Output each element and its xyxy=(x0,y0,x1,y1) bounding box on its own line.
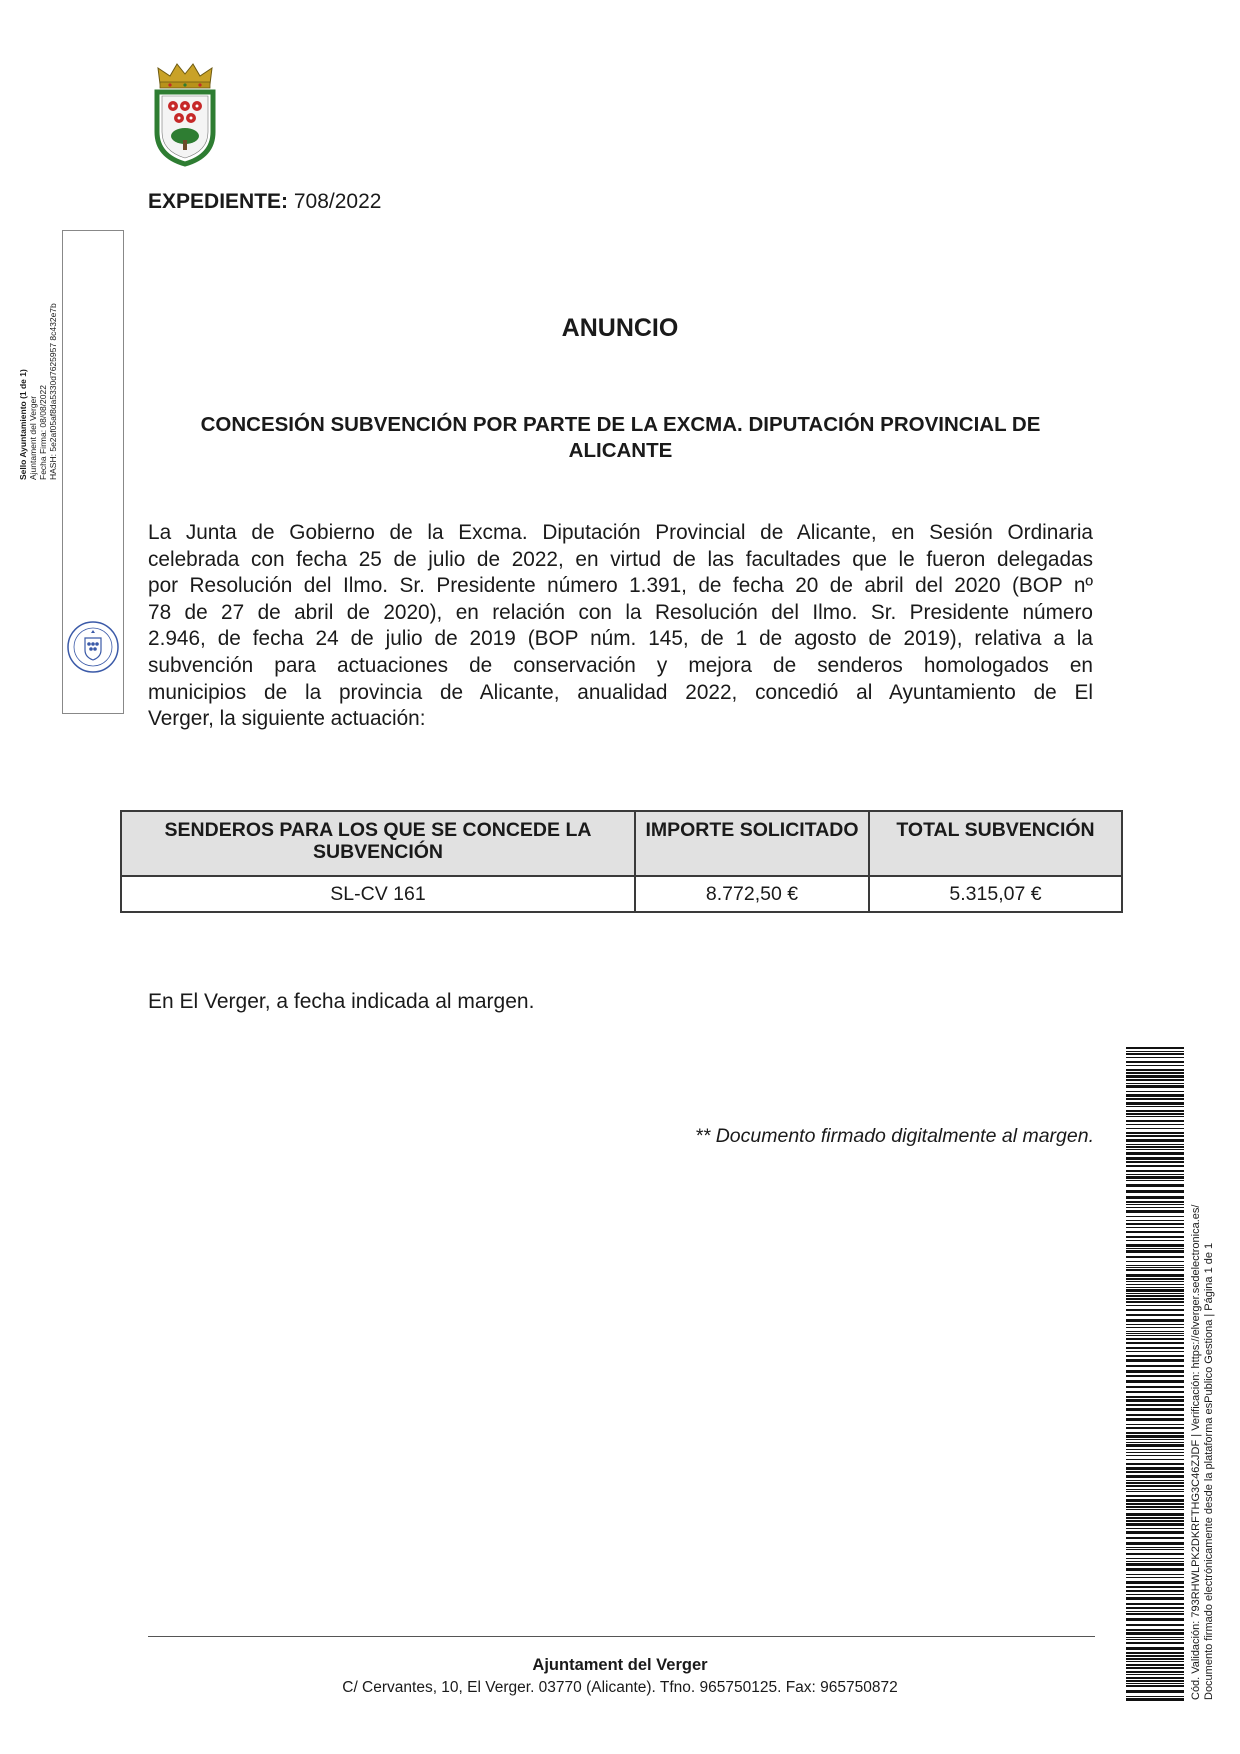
footer-divider xyxy=(148,1636,1095,1637)
round-seal-icon xyxy=(66,620,120,674)
validation-line: Documento firmado electrónicamente desde la plataforma esPublico Gestiona | Página 1 de 1 xyxy=(1202,1242,1215,1700)
column-header-senderos: SENDEROS PARA LOS QUE SE CONCEDE LA SUBVENCIÓN xyxy=(121,811,635,876)
validation-text xyxy=(1190,1205,1215,1700)
column-header-total: TOTAL SUBVENCIÓN xyxy=(869,811,1122,876)
body-line: por Resolución del Ilmo. Sr. Presidente número 1.391, de fecha 20 de abril del 2020 (BOP nº xyxy=(148,574,1093,598)
body-line: subvención para actuaciones de conservación y mejora de senderos homologados en xyxy=(148,653,1093,677)
body-line: Verger, la siguiente actuación: xyxy=(148,707,426,731)
document-title: ANUNCIO xyxy=(561,314,679,342)
subtitle-line: ALICANTE xyxy=(568,439,673,462)
cell-total: 5.315,07 € xyxy=(869,876,1122,912)
expediente-line xyxy=(148,190,381,214)
seal-line: Fecha Firma: 08/08/2022 xyxy=(38,385,48,480)
seal-line: HASH: 5e2af05af8da5330d7625957 8c432e7b xyxy=(48,303,58,480)
subsidy-table xyxy=(120,810,1123,913)
cell-importe: 8.772,50 € xyxy=(635,876,869,912)
footer-organization: Ajuntament del Verger xyxy=(532,1656,708,1674)
footer-address: C/ Cervantes, 10, El Verger. 03770 (Alicante). Tfno. 965750125. Fax: 965750872 xyxy=(342,1679,898,1696)
body-line: municipios de la provincia de Alicante, anualidad 2022, concedió al Ayuntamiento de El xyxy=(148,680,1093,704)
closing-line: En El Verger, a fecha indicada al margen. xyxy=(148,990,535,1013)
table-row xyxy=(121,876,1122,912)
subtitle-line: CONCESIÓN SUBVENCIÓN POR PARTE DE LA EXCMA. DIPUTACIÓN PROVINCIAL DE xyxy=(200,413,1041,436)
expediente-label: EXPEDIENTE: xyxy=(148,190,289,213)
validation-barcode xyxy=(1126,1047,1184,1701)
column-header-importe: IMPORTE SOLICITADO xyxy=(635,811,869,876)
seal-stamp-text xyxy=(18,240,58,480)
signed-note: ** Documento firmado digitalmente al margen. xyxy=(695,1125,1094,1147)
body-line: 78 de 27 de abril de 2020), en relación con la Resolución del Ilmo. Sr. Presidente número xyxy=(148,600,1093,624)
validation-line: Cód. Validación: 793RHWLPK2DKRFTHG3C46ZJDF | Verificación: https://elverger.sedelectronica.es/ xyxy=(1190,1204,1202,1700)
municipal-crest-logo xyxy=(150,60,220,170)
body-paragraph xyxy=(148,520,1093,733)
body-line: La Junta de Gobierno de la Excma. Diputación Provincial de Alicante, en Sesión Ordinaria xyxy=(148,521,1093,544)
cell-sendero: SL-CV 161 xyxy=(121,876,635,912)
seal-line: Sello Ayuntamiento (1 de 1) xyxy=(18,369,28,480)
body-line: 2.946, de fecha 24 de julio de 2019 (BOP núm. 145, de 1 de agosto de 2019), relativa a la xyxy=(148,627,1093,651)
expediente-value: 708/2022 xyxy=(293,190,382,213)
document-subtitle xyxy=(148,412,1093,464)
seal-line: Ajuntament del Verger xyxy=(28,395,38,480)
table-header-row xyxy=(121,811,1122,876)
body-line: celebrada con fecha 25 de julio de 2022, en virtud de las facultades que le fueron delegadas xyxy=(148,547,1093,571)
